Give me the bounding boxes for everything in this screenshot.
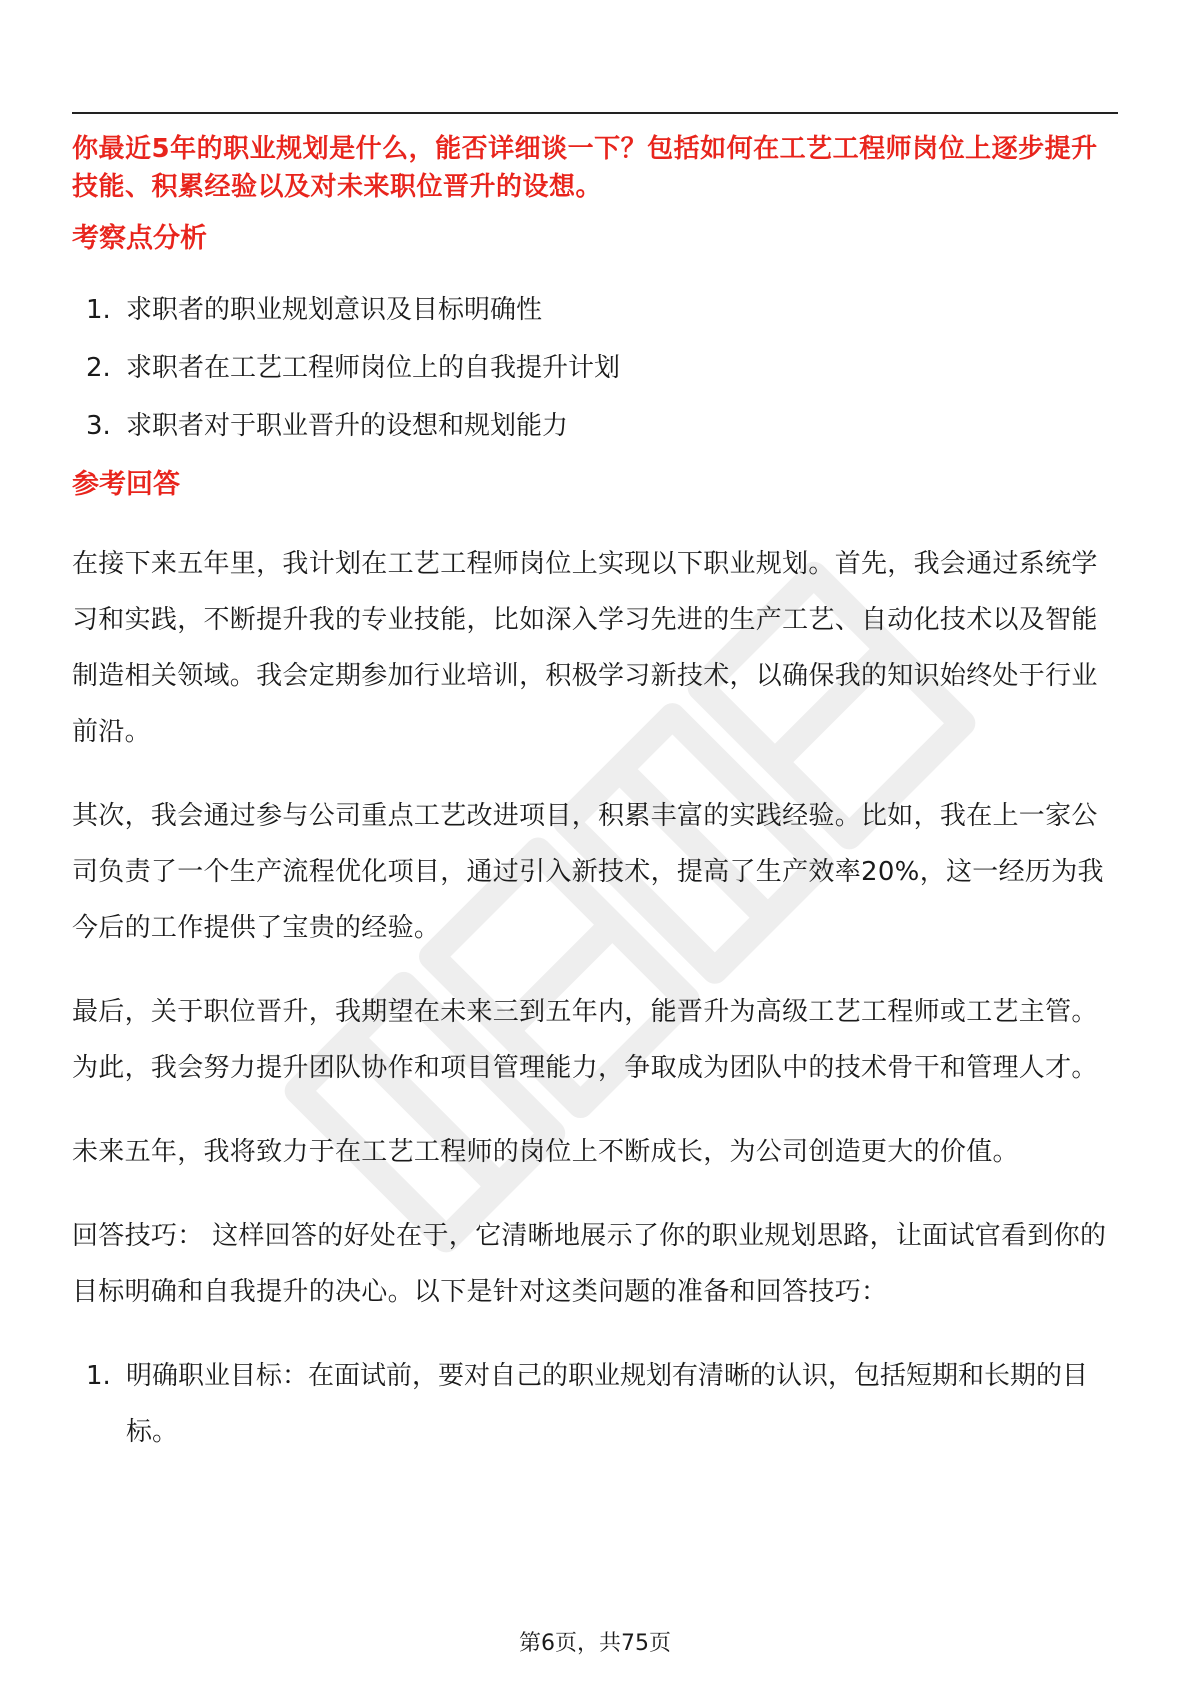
answer-paragraph: 其次，我会通过参与公司重点工艺改进项目，积累丰富的实践经验。比如，我在上一家公司负责了一个生产流程优化项目，通过引入新技术，提高了生产效率20%，这一经历为我今后的工作提供了宝贵的经验。 xyxy=(72,801,1104,943)
list-item xyxy=(72,348,1118,388)
question-heading: 你最近5年的职业规划是什么，能否详细谈一下？包括如何在工艺工程师岗位上逐步提升技能、积累经验以及对未来职位晋升的设想。 xyxy=(72,134,1098,202)
header-rule xyxy=(72,112,1118,114)
list-item xyxy=(72,1348,1118,1460)
list-item-text: 求职者对于职业晋升的设想和规划能力 xyxy=(126,411,569,441)
document-content xyxy=(72,130,1118,1460)
analysis-title: 考察点分析 xyxy=(72,223,207,254)
list-item-number: 1. xyxy=(86,295,111,325)
answer-tips-paragraph: 回答技巧： 这样回答的好处在于，它清晰地展示了你的职业规划思路，让面试官看到你的目标明确和自我提升的决心。以下是针对这类问题的准备和回答技巧： xyxy=(72,1221,1107,1307)
answer-paragraph: 在接下来五年里，我计划在工艺工程师岗位上实现以下职业规划。首先，我会通过系统学习和实践，不断提升我的专业技能，比如深入学习先进的生产工艺、自动化技术以及智能制造相关领域。我会定期参加行业培训，积极学习新技术，以确保我的知识始终处于行业前沿。 xyxy=(72,549,1098,747)
page-footer: 第6页，共75页 xyxy=(519,1631,671,1656)
tips-list xyxy=(72,1348,1118,1460)
answer-paragraph: 未来五年，我将致力于在工艺工程师的岗位上不断成长，为公司创造更大的价值。 xyxy=(72,1137,1019,1167)
list-item-number: 1. xyxy=(86,1361,111,1391)
analysis-list xyxy=(72,290,1118,446)
answer-paragraph: 最后，关于职位晋升，我期望在未来三到五年内，能晋升为高级工艺工程师或工艺主管。为此，我会努力提升团队协作和项目管理能力，争取成为团队中的技术骨干和管理人才。 xyxy=(72,997,1098,1083)
list-item-text: 求职者的职业规划意识及目标明确性 xyxy=(126,295,543,325)
answer-title: 参考回答 xyxy=(72,469,180,500)
list-item xyxy=(72,290,1118,330)
list-item-text: 求职者在工艺工程师岗位上的自我提升计划 xyxy=(126,353,621,383)
list-item-number: 2. xyxy=(86,353,111,383)
list-item xyxy=(72,406,1118,446)
list-item-number: 3. xyxy=(86,411,111,441)
list-item-text: 明确职业目标：在面试前，要对自己的职业规划有清晰的认识，包括短期和长期的目标。 xyxy=(126,1361,1089,1447)
